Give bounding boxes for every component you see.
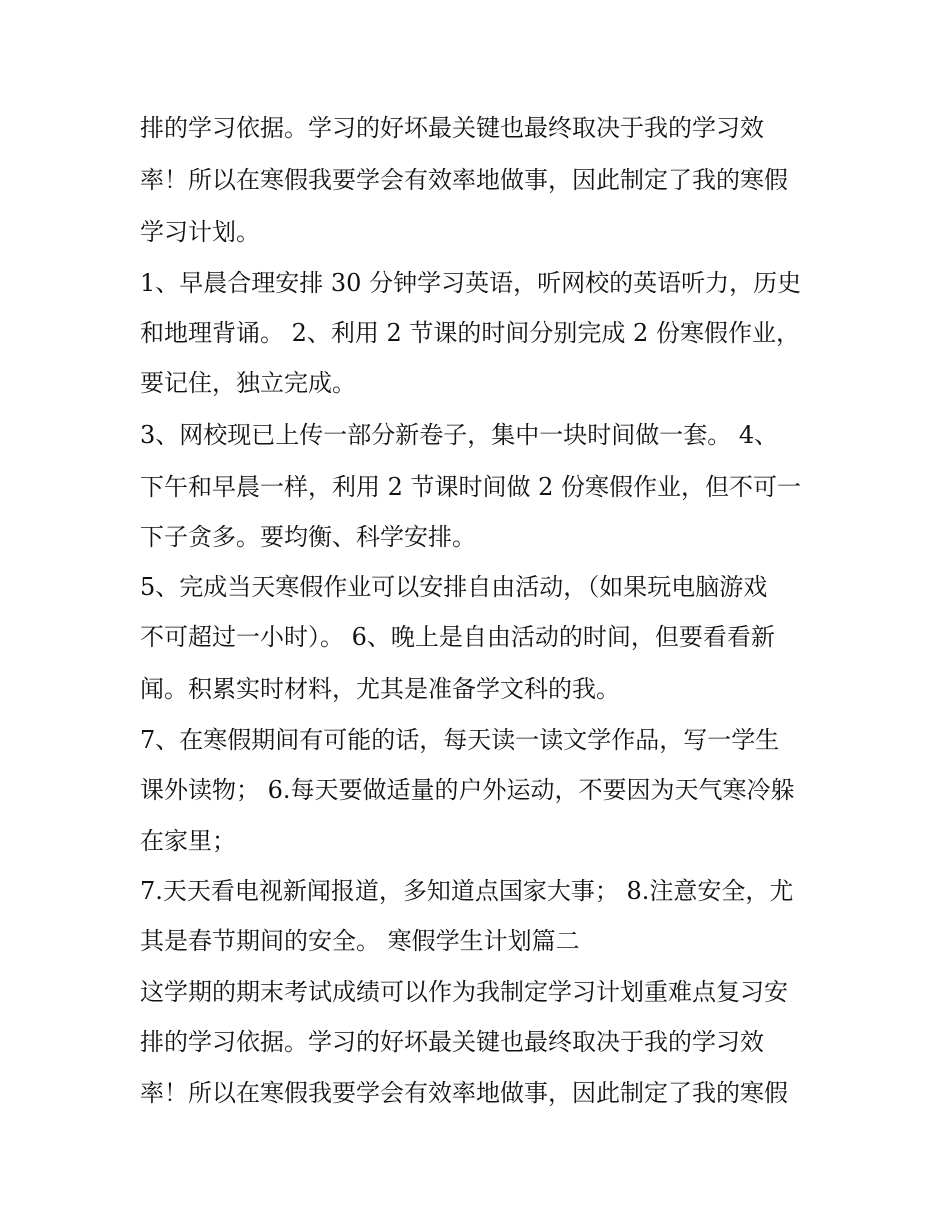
text-line: 7、在寒假期间有可能的话，每天读一读文学作品，写一学生 [140,726,780,754]
text-line: 率！所以在寒假我要学会有效率地做事，因此制定了我的寒假 [140,166,788,194]
text-line: 5、完成当天寒假作业可以安排自由活动，（如果玩电脑游戏 [140,573,768,601]
text-line: 排的学习依据。学习的好坏最关键也最终取决于我的学习效 [140,114,764,142]
text-line: 排的学习依据。学习的好坏最关键也最终取决于我的学习效 [140,1028,764,1056]
text-line: 闻。积累实时材料，尤其是准备学文科的我。 [140,675,620,703]
text-line: 率！所以在寒假我要学会有效率地做事，因此制定了我的寒假 [140,1079,788,1107]
text-line: 1、早晨合理安排 30 分钟学习英语，听网校的英语听力，历史 [140,269,802,297]
text-line: 在家里； [140,827,236,855]
text-line: 下子贪多。要均衡、科学安排。 [140,523,476,551]
text-line: 其是春节期间的安全。 寒假学生计划篇二 [140,927,580,955]
text-line: 和地理背诵。 2、利用 2 节课的时间分别完成 2 份寒假作业， [140,319,800,347]
text-line: 学习计划。 [140,218,260,246]
text-line: 不可超过一小时）。 6、晚上是自由活动的时间，但要看看新 [140,623,775,651]
text-line: 这学期的期末考试成绩可以作为我制定学习计划重难点复习安 [140,978,788,1006]
text-line: 3、网校现已上传一部分新卷子，集中一块时间做一套。 4、 [140,421,779,449]
text-line: 课外读物； 6.每天要做适量的户外运动，不要因为天气寒冷躲 [140,776,795,804]
text-line: 7.天天看电视新闻报道，多知道点国家大事； 8.注意安全，尤 [140,877,794,905]
text-line: 要记住，独立完成。 [140,369,356,397]
text-line: 下午和早晨一样，利用 2 节课时间做 2 份寒假作业，但不可一 [140,473,802,501]
